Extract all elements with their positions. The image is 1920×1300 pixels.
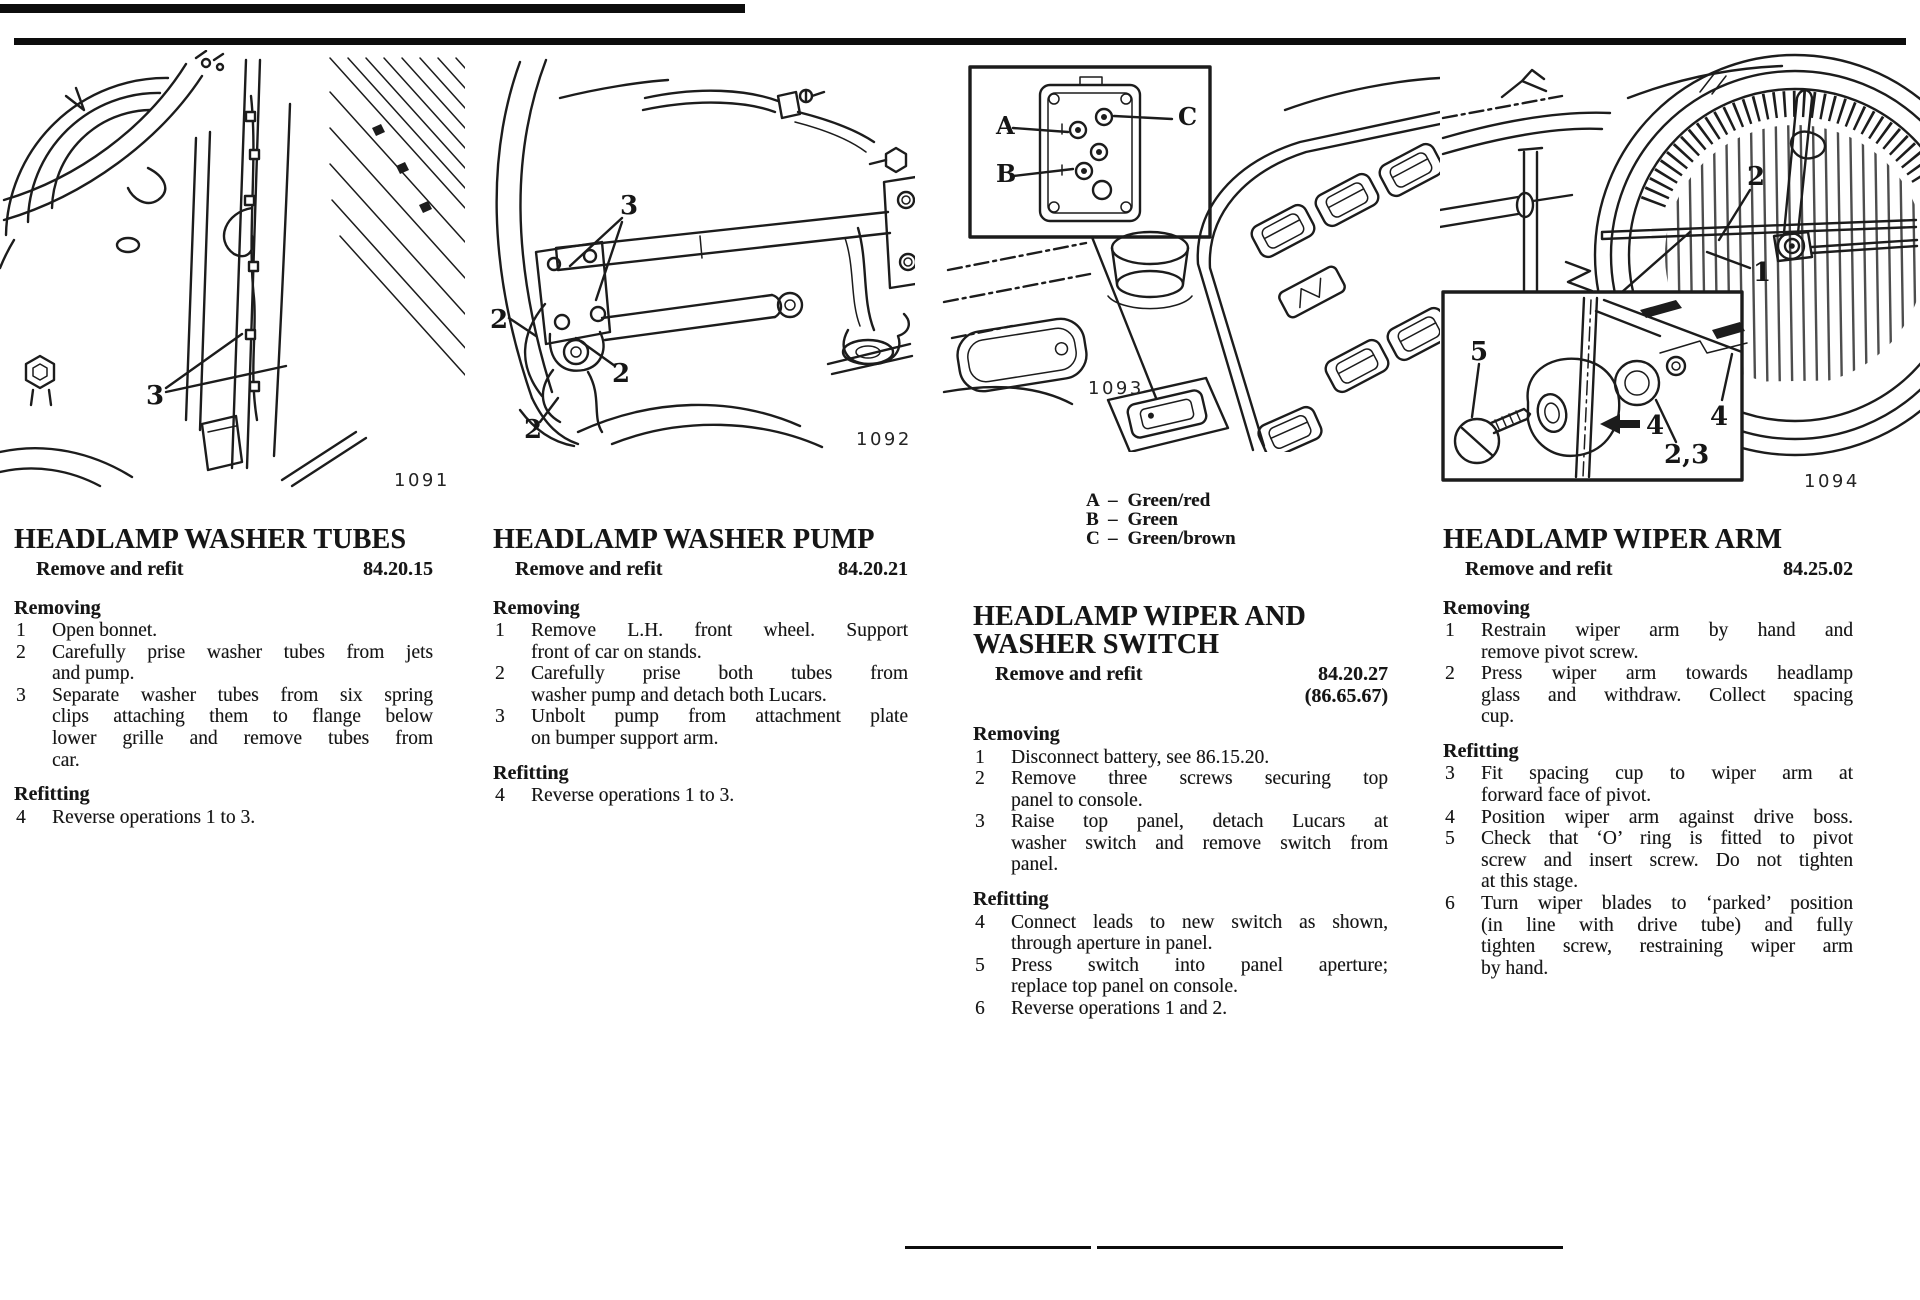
legend-key: A bbox=[1086, 490, 1100, 511]
step bbox=[973, 998, 1388, 1020]
step-line: car. bbox=[52, 749, 80, 771]
step-number: 1 bbox=[1445, 620, 1455, 641]
figure-label-3: 3 bbox=[146, 381, 165, 411]
removing-heading: Removing bbox=[14, 596, 101, 619]
legend-value: Green/red bbox=[1127, 490, 1211, 511]
step-line: Carefully prise washer tubes from jets bbox=[52, 641, 433, 663]
step-number: 4 bbox=[495, 785, 505, 807]
step-line: on bumper support arm. bbox=[531, 727, 719, 749]
figure-number: 1094 bbox=[1804, 471, 1860, 492]
figure-1093-wiper-washer-switch bbox=[940, 50, 1440, 452]
step-number: 3 bbox=[1445, 763, 1455, 785]
section-headlamp-washer-pump bbox=[493, 526, 908, 807]
figure-number: 1093 bbox=[1088, 378, 1144, 399]
step bbox=[973, 912, 1388, 955]
step-line: by hand. bbox=[1481, 957, 1549, 979]
step bbox=[493, 620, 908, 663]
step-line: Connect leads to new switch as shown, bbox=[1011, 911, 1388, 933]
step-line: Press wiper arm towards headlamp bbox=[1481, 663, 1853, 685]
step bbox=[493, 663, 908, 706]
remove-refit-row bbox=[1443, 559, 1853, 581]
figure-1094-headlamp-wiper-arm bbox=[1440, 50, 1920, 495]
step bbox=[973, 811, 1388, 876]
step-number: 2 bbox=[495, 663, 505, 685]
figure-label-2: 2 bbox=[524, 415, 543, 445]
step-number: 6 bbox=[975, 997, 985, 1019]
step-line: forward face of pivot. bbox=[1481, 785, 1652, 807]
step-number: 1 bbox=[495, 620, 505, 641]
remove-refit-row bbox=[973, 664, 1388, 707]
step bbox=[14, 620, 433, 642]
figure-1091-headlamp-washer-tubes bbox=[0, 50, 465, 490]
figure-label-2: 2 bbox=[612, 359, 631, 389]
removing-steps bbox=[493, 620, 908, 750]
remove-refit-label: Remove and refit bbox=[36, 558, 184, 580]
step-line: cup. bbox=[1481, 706, 1515, 728]
wire-color-legend bbox=[1086, 492, 1236, 548]
step-line: replace top panel on console. bbox=[1011, 976, 1238, 998]
refitting-heading: Refitting bbox=[493, 761, 569, 784]
figure-number: 1091 bbox=[394, 470, 450, 490]
figure-number: 1092 bbox=[856, 429, 912, 450]
legend-dash: – bbox=[1108, 527, 1118, 549]
step bbox=[1443, 663, 1853, 728]
step-number: 4 bbox=[975, 911, 985, 933]
step bbox=[14, 642, 433, 685]
step-line: Fit spacing cup to wiper arm at bbox=[1481, 763, 1853, 785]
remove-refit-label: Remove and refit bbox=[995, 663, 1143, 685]
step-line: Check that ‘O’ ring is fitted to pivot bbox=[1481, 828, 1853, 850]
removing-heading: Removing bbox=[493, 596, 580, 619]
refitting-steps bbox=[493, 785, 908, 807]
removing-heading: Removing bbox=[1443, 596, 1530, 619]
legend-value: Green/brown bbox=[1127, 527, 1236, 549]
step-number: 6 bbox=[1445, 893, 1455, 915]
refitting-heading: Refitting bbox=[14, 783, 90, 806]
step-number: 2 bbox=[16, 641, 26, 663]
legend-dash: – bbox=[1108, 490, 1118, 511]
legend-dash: – bbox=[1108, 508, 1118, 530]
step-number: 3 bbox=[16, 684, 26, 706]
step-line: Disconnect battery, see 86.15.20. bbox=[1011, 746, 1270, 768]
step-line: Raise top panel, detach Lucars at bbox=[1011, 811, 1388, 833]
step-line: Remove three screws securing top bbox=[1011, 768, 1388, 790]
step bbox=[14, 685, 433, 771]
removing-steps bbox=[1443, 620, 1853, 728]
step-number: 3 bbox=[975, 811, 985, 833]
step-number: 5 bbox=[1445, 828, 1455, 850]
step-line: glass and withdraw. Collect spacing bbox=[1481, 684, 1853, 706]
legend-key: C bbox=[1086, 527, 1100, 549]
wheel-arch-and-frame bbox=[497, 60, 915, 444]
step-line: Reverse operations 1 and 2. bbox=[1011, 997, 1228, 1019]
operation-code-alt: (86.65.67) bbox=[1304, 684, 1388, 707]
console-drawing bbox=[944, 78, 1440, 452]
remove-refit-label: Remove and refit bbox=[1465, 558, 1613, 580]
removing-steps bbox=[973, 747, 1388, 877]
switch-terminal-inset bbox=[970, 67, 1210, 237]
removing-heading: Removing bbox=[973, 723, 1060, 745]
step-line: panel. bbox=[1011, 854, 1059, 876]
bottom-rule-left bbox=[905, 1246, 1091, 1249]
step-line: panel to console. bbox=[1011, 789, 1143, 811]
washer-tube-and-clips bbox=[166, 96, 286, 420]
figure-label-c: C bbox=[1178, 102, 1198, 131]
step-number: 2 bbox=[975, 768, 985, 790]
refitting-heading: Refitting bbox=[973, 888, 1049, 911]
step-line: Separate washer tubes from six spring bbox=[52, 684, 433, 706]
step-line: Restrain wiper arm by hand and bbox=[1481, 620, 1853, 641]
step-line: through aperture in panel. bbox=[1011, 933, 1213, 955]
step-line: Carefully prise both tubes from bbox=[531, 663, 908, 685]
step-line: front of car on stands. bbox=[531, 641, 702, 663]
step bbox=[973, 768, 1388, 811]
step-line: screw and insert screw. Do not tighten bbox=[1481, 849, 1853, 871]
step-line: Open bonnet. bbox=[52, 620, 158, 641]
step-line: Reverse operations 1 to 3. bbox=[531, 785, 735, 807]
step-number: 4 bbox=[1445, 806, 1455, 828]
step-line: at this stage. bbox=[1481, 871, 1578, 893]
section-title: HEADLAMP WIPER AND WASHER SWITCH bbox=[973, 601, 1306, 660]
step bbox=[1443, 893, 1853, 979]
step-number: 1 bbox=[975, 746, 985, 768]
remove-refit-label: Remove and refit bbox=[515, 558, 663, 580]
operation-code: 84.25.02 bbox=[1783, 558, 1853, 580]
step-number: 1 bbox=[16, 620, 26, 641]
grille-hatching bbox=[330, 58, 465, 386]
step-line: Press switch into panel aperture; bbox=[1011, 954, 1388, 976]
section-headlamp-wiper-washer-switch bbox=[973, 603, 1388, 1020]
step-number: 4 bbox=[16, 806, 26, 828]
step-line: (in line with drive tube) and fully bbox=[1481, 914, 1853, 936]
section-headlamp-wiper-arm bbox=[1443, 526, 1853, 979]
refitting-heading: Refitting bbox=[1443, 739, 1519, 762]
operation-code: 84.20.21 bbox=[838, 558, 908, 580]
figure-label-b: B bbox=[996, 159, 1017, 188]
bottom-rule-right bbox=[1097, 1246, 1563, 1249]
step-line: washer pump and detach both Lucars. bbox=[531, 684, 827, 706]
step bbox=[1443, 763, 1853, 806]
step-line: clips attaching them to flange below bbox=[52, 706, 433, 728]
legend-key: B bbox=[1086, 508, 1099, 530]
legend-row bbox=[1086, 527, 1236, 549]
section-title: HEADLAMP WIPER ARM bbox=[1443, 524, 1783, 555]
step-number: 3 bbox=[495, 706, 505, 728]
step bbox=[1443, 807, 1853, 829]
figure-1092-headlamp-washer-pump bbox=[475, 50, 915, 452]
step bbox=[973, 747, 1388, 769]
remove-refit-row bbox=[14, 559, 433, 581]
top-left-scan-bar bbox=[0, 4, 745, 13]
step bbox=[493, 785, 908, 807]
operation-code: 84.20.27 bbox=[1318, 663, 1388, 685]
section-headlamp-washer-tubes bbox=[14, 526, 433, 828]
step bbox=[973, 955, 1388, 998]
step bbox=[1443, 828, 1853, 893]
step bbox=[493, 706, 908, 749]
figure-label-a: A bbox=[996, 111, 1015, 140]
figure-label-3: 3 bbox=[620, 191, 639, 221]
figure-label-4: 4 bbox=[1710, 402, 1729, 432]
step-line: Remove L.H. front wheel. Support bbox=[531, 620, 908, 641]
figure-label-2-3: 2,3 bbox=[1664, 440, 1710, 470]
removing-steps bbox=[14, 620, 433, 771]
operation-code: 84.20.15 bbox=[363, 558, 433, 580]
refitting-steps bbox=[14, 807, 433, 829]
legend-value: Green bbox=[1127, 508, 1178, 530]
top-rule bbox=[14, 38, 1906, 45]
step-line: tighten screw, restraining wiper arm bbox=[1481, 936, 1853, 958]
step-line: lower grille and remove tubes from bbox=[52, 727, 433, 749]
figure-label-2: 2 bbox=[1747, 162, 1766, 192]
step-line: Position wiper arm against drive boss. bbox=[1481, 806, 1853, 828]
remove-refit-row bbox=[493, 559, 908, 581]
step bbox=[1443, 620, 1853, 663]
section-title: HEADLAMP WASHER TUBES bbox=[14, 524, 407, 555]
step-line: washer switch and remove switch from bbox=[1011, 832, 1388, 854]
figure-label-2: 2 bbox=[490, 305, 509, 335]
figure-label-1: 1 bbox=[1753, 258, 1772, 288]
section-title: HEADLAMP WASHER PUMP bbox=[493, 524, 875, 555]
step-number: 5 bbox=[975, 954, 985, 976]
step-line: remove pivot screw. bbox=[1481, 641, 1639, 663]
step-line: Unbolt pump from attachment plate bbox=[531, 706, 908, 728]
refitting-steps bbox=[973, 912, 1388, 1020]
refitting-steps bbox=[1443, 763, 1853, 979]
step-number: 2 bbox=[1445, 663, 1455, 685]
figure-label-5: 5 bbox=[1470, 337, 1489, 367]
step bbox=[14, 807, 433, 829]
step-line: Reverse operations 1 to 3. bbox=[52, 806, 256, 828]
step-line: and pump. bbox=[52, 663, 135, 685]
step-line: Turn wiper blades to ‘parked’ position bbox=[1481, 893, 1853, 915]
figure-label-4: 4 bbox=[1646, 411, 1665, 441]
